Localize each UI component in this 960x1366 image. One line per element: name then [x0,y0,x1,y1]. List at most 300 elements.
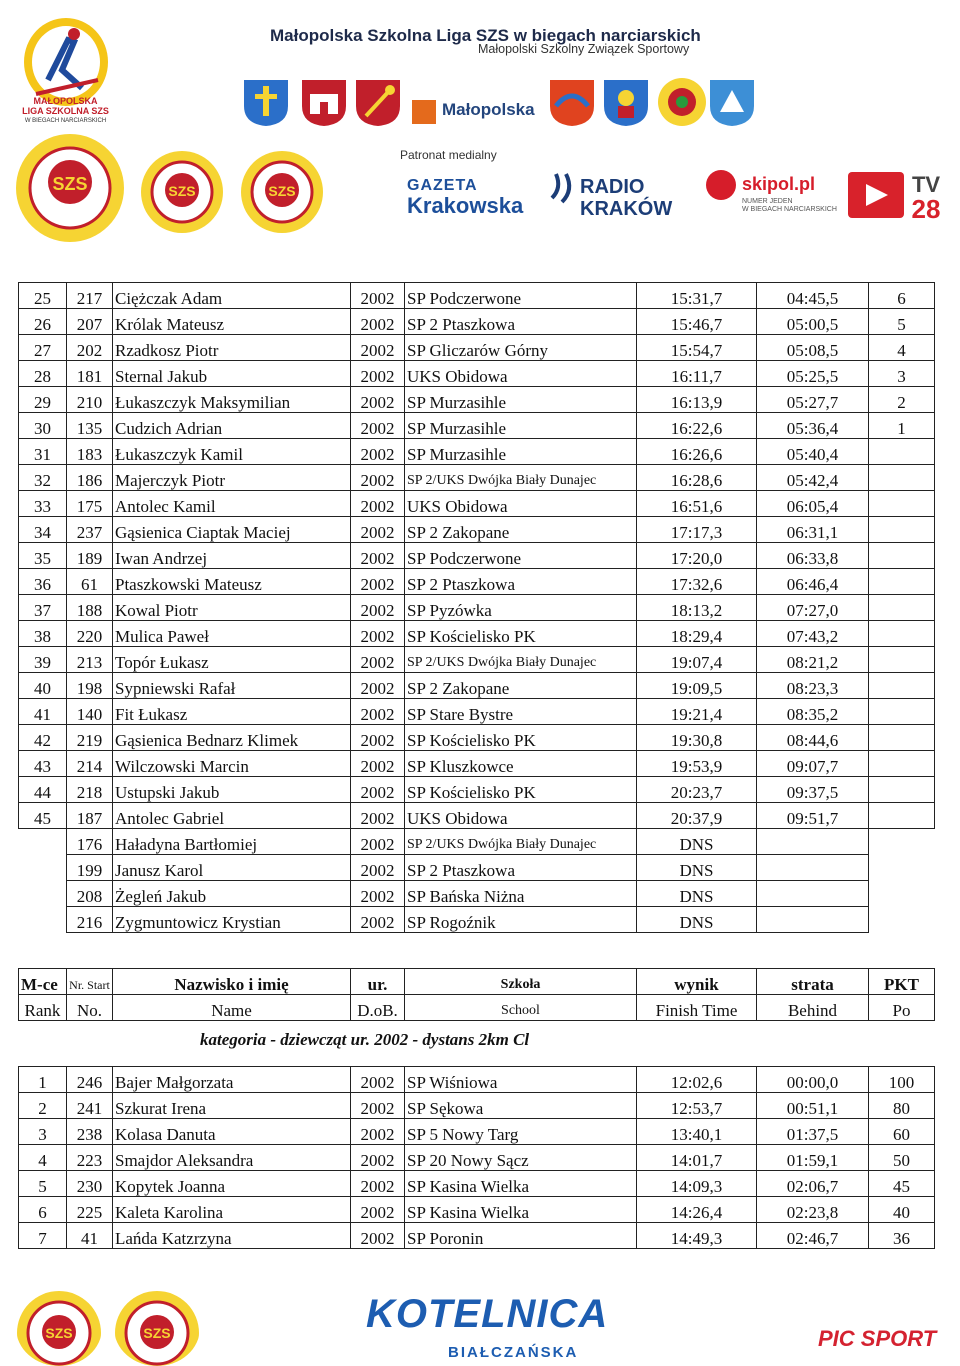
start-number-cell: 188 [67,595,113,621]
league-title: Małopolska Szkolna Liga SZS w biegach narciarskich [270,26,701,45]
behind-cell: 08:23,3 [757,673,869,699]
behind-cell: 09:51,7 [757,803,869,829]
start-number-cell: 223 [67,1145,113,1171]
athlete-name-cell: Królak Mateusz [113,309,351,335]
place-cell: 5 [19,1171,67,1197]
school-cell: SP Stare Bystre [405,699,637,725]
points-cell [869,647,935,673]
birth-year-cell: 2002 [351,1223,405,1249]
malopolska-logo: Małopolska [442,100,535,119]
header-yob-pl: ur. [351,969,405,995]
athlete-name-cell: Ptaszkowski Mateusz [113,569,351,595]
place-cell: 35 [19,543,67,569]
start-number-cell: 199 [67,855,113,881]
crest-5-icon [600,76,652,128]
behind-cell: 08:35,2 [757,699,869,725]
place-cell: 7 [19,1223,67,1249]
place-cell: 43 [19,751,67,777]
start-number-cell: 176 [67,829,113,855]
finish-time-cell: 19:53,9 [637,751,757,777]
finish-time-cell: 19:07,4 [637,647,757,673]
points-cell: 50 [869,1145,935,1171]
kotelnica-sublogo: BIAŁCZAŃSKA [448,1344,579,1361]
boys-result-row [19,621,935,647]
finish-status-cell: DNS [637,855,757,881]
girls-result-row [19,1197,935,1223]
behind-cell: 09:07,7 [757,751,869,777]
crest-4-icon [546,76,598,128]
boys-result-row [19,543,935,569]
finish-time-cell: 17:32,6 [637,569,757,595]
school-cell: SP Murzasihle [405,413,637,439]
athlete-name-cell: Mulica Paweł [113,621,351,647]
finish-time-cell: 14:49,3 [637,1223,757,1249]
girls-results-body [19,1067,935,1249]
behind-cell: 02:23,8 [757,1197,869,1223]
start-number-cell: 217 [67,283,113,309]
boys-dns-row [19,881,935,907]
header-pkt-pl: PKT [869,969,935,995]
gazeta-krakowska-logo: GAZETA Krakowska [407,177,524,218]
birth-year-cell: 2002 [351,1171,405,1197]
birth-year-cell: 2002 [351,309,405,335]
athlete-name-cell: Ciężczak Adam [113,283,351,309]
behind-cell: 08:44,6 [757,725,869,751]
points-cell: 3 [869,361,935,387]
girls-result-row [19,1067,935,1093]
crest-6-icon [656,76,708,128]
boys-dns-row [19,907,935,933]
school-cell: SP Murzasihle [405,439,637,465]
birth-year-cell: 2002 [351,777,405,803]
boys-result-row [19,595,935,621]
school-cell: SP Rogoźnik [405,907,637,933]
behind-cell: 08:21,2 [757,647,869,673]
boys-results-body [19,283,935,933]
header-nr-en: No. [67,995,113,1021]
school-cell: UKS Obidowa [405,803,637,829]
girls-category-title: kategoria - dziewcząt ur. 2002 - dystans 2km Cl [200,1030,530,1049]
finish-time-cell: 16:28,6 [637,465,757,491]
athlete-name-cell: Topór Łukasz [113,647,351,673]
place-cell: 2 [19,1093,67,1119]
behind-cell: 01:37,5 [757,1119,869,1145]
athlete-name-cell: Łukaszczyk Kamil [113,439,351,465]
boys-results-table [18,282,935,933]
athlete-name-cell: Żegleń Jakub [113,881,351,907]
place-cell: 36 [19,569,67,595]
athlete-name-cell: Haładyna Bartłomiej [113,829,351,855]
svg-text:SZS: SZS [168,183,196,199]
school-cell: SP Kościelisko PK [405,621,637,647]
radio-krakow-logo: RADIO KRAKÓW [580,176,673,220]
start-number-cell: 183 [67,439,113,465]
empty-points-cell [869,829,935,855]
school-cell: UKS Obidowa [405,361,637,387]
place-cell: 44 [19,777,67,803]
birth-year-cell: 2002 [351,439,405,465]
start-number-cell: 220 [67,621,113,647]
szs-nowy-targ-seal-icon [140,150,224,234]
finish-time-cell: 17:17,3 [637,517,757,543]
birth-year-cell: 2002 [351,621,405,647]
svg-text:SZS: SZS [45,1325,73,1341]
empty-place-cell [19,855,67,881]
empty-points-cell [869,907,935,933]
place-cell: 42 [19,725,67,751]
points-cell: 2 [869,387,935,413]
birth-year-cell: 2002 [351,881,405,907]
start-number-cell: 218 [67,777,113,803]
boys-result-row [19,439,935,465]
birth-year-cell: 2002 [351,491,405,517]
athlete-name-cell: Kowal Piotr [113,595,351,621]
finish-time-cell: 18:29,4 [637,621,757,647]
svg-text:TV: TV [911,172,941,197]
birth-year-cell: 2002 [351,543,405,569]
behind-cell: 06:05,4 [757,491,869,517]
behind-cell: 02:46,7 [757,1223,869,1249]
radio-wave-icon [548,168,578,208]
place-cell: 40 [19,673,67,699]
athlete-name-cell: Iwan Andrzej [113,543,351,569]
empty-place-cell [19,881,67,907]
athlete-name-cell: Smajdor Aleksandra [113,1145,351,1171]
boys-result-row [19,283,935,309]
place-cell: 4 [19,1145,67,1171]
empty-behind-cell [757,829,869,855]
place-cell: 32 [19,465,67,491]
birth-year-cell: 2002 [351,387,405,413]
start-number-cell: 207 [67,309,113,335]
behind-cell: 05:00,5 [757,309,869,335]
finish-status-cell: DNS [637,907,757,933]
birth-year-cell: 2002 [351,829,405,855]
athlete-name-cell: Cudzich Adrian [113,413,351,439]
crest-2-icon [298,76,350,128]
birth-year-cell: 2002 [351,335,405,361]
finish-time-cell: 16:26,6 [637,439,757,465]
behind-cell: 06:46,4 [757,569,869,595]
finish-time-cell: 16:22,6 [637,413,757,439]
start-number-cell: 41 [67,1223,113,1249]
points-cell [869,517,935,543]
birth-year-cell: 2002 [351,361,405,387]
boys-result-row [19,803,935,829]
start-number-cell: 135 [67,413,113,439]
school-cell: SP Podczerwone [405,543,637,569]
place-cell: 28 [19,361,67,387]
athlete-name-cell: Sternal Jakub [113,361,351,387]
place-cell: 41 [19,699,67,725]
place-cell: 31 [19,439,67,465]
start-number-cell: 225 [67,1197,113,1223]
page-header: MAŁOPOLSKA LIGA SZKOLNA SZS W BIEGACH NARCIARSKICH SZS SZS SZS Małopolska Szkolna Liga SZS w biegach narciarskich Małopolski Szkolny Związek Sportowy Małopolska Patronat medialny GAZETA Krakowska RADIO KRAKÓW skipol.pl NUMER JEDEN W BIEGACH NARCIARSKICH TV 28 [0,0,960,240]
birth-year-cell: 2002 [351,699,405,725]
finish-time-cell: 19:30,8 [637,725,757,751]
crest-1-icon [240,76,292,128]
header-time-pl: wynik [637,969,757,995]
start-number-cell: 208 [67,881,113,907]
points-cell [869,699,935,725]
school-cell: SP Kasina Wielka [405,1171,637,1197]
finish-time-cell: 14:26,4 [637,1197,757,1223]
birth-year-cell: 2002 [351,647,405,673]
athlete-name-cell: Łukaszczyk Maksymilian [113,387,351,413]
school-cell: SP Pyzówka [405,595,637,621]
place-cell: 39 [19,647,67,673]
finish-time-cell: 16:51,6 [637,491,757,517]
points-cell [869,465,935,491]
szs-nowy-targ-footer-seal-icon [16,1290,102,1366]
points-cell: 5 [869,309,935,335]
birth-year-cell: 2002 [351,1067,405,1093]
finish-time-cell: 14:09,3 [637,1171,757,1197]
birth-year-cell: 2002 [351,725,405,751]
boys-result-row [19,751,935,777]
start-number-cell: 216 [67,907,113,933]
athlete-name-cell: Antolec Gabriel [113,803,351,829]
finish-time-cell: 12:02,6 [637,1067,757,1093]
athlete-name-cell: Wilczowski Marcin [113,751,351,777]
header-behind-en: Behind [757,995,869,1021]
athlete-name-cell: Kaleta Karolina [113,1197,351,1223]
athlete-name-cell: Majerczyk Piotr [113,465,351,491]
finish-time-cell: 14:01,7 [637,1145,757,1171]
kotelnica-logo: KOTELNICA [366,1292,609,1336]
birth-year-cell: 2002 [351,595,405,621]
boys-result-row [19,725,935,751]
athlete-name-cell: Janusz Karol [113,855,351,881]
empty-place-cell [19,907,67,933]
finish-time-cell: 20:23,7 [637,777,757,803]
points-cell: 40 [869,1197,935,1223]
boys-dns-row [19,829,935,855]
finish-status-cell: DNS [637,881,757,907]
school-cell: SP 5 Nowy Targ [405,1119,637,1145]
athlete-name-cell: Fit Łukasz [113,699,351,725]
tv28-logo-icon [848,168,948,220]
place-cell: 25 [19,283,67,309]
header-name-pl: Nazwisko i imię [113,969,351,995]
header-yob-en: D.oB. [351,995,405,1021]
szs-krakow-seal-icon [14,132,126,244]
athlete-name-cell: Bajer Małgorzata [113,1067,351,1093]
points-cell [869,777,935,803]
behind-cell: 01:59,1 [757,1145,869,1171]
place-cell: 3 [19,1119,67,1145]
school-cell: SP Sękowa [405,1093,637,1119]
points-cell [869,543,935,569]
behind-cell: 07:43,2 [757,621,869,647]
girls-results-table [18,1066,935,1249]
boys-result-row [19,309,935,335]
school-cell: SP 2 Zakopane [405,673,637,699]
media-patronage-label: Patronat medialny [400,148,497,162]
empty-place-cell [19,829,67,855]
place-cell: 6 [19,1197,67,1223]
start-number-cell: 214 [67,751,113,777]
header-pkt-en: Po [869,995,935,1021]
finish-time-cell: 15:31,7 [637,283,757,309]
finish-time-cell: 16:11,7 [637,361,757,387]
place-cell: 45 [19,803,67,829]
finish-time-cell: 19:21,4 [637,699,757,725]
behind-cell: 07:27,0 [757,595,869,621]
finish-time-cell: 15:46,7 [637,309,757,335]
start-number-cell: 140 [67,699,113,725]
points-cell [869,595,935,621]
start-number-cell: 230 [67,1171,113,1197]
boys-result-row [19,699,935,725]
malopolska-mark-icon [412,100,436,124]
start-number-cell: 186 [67,465,113,491]
place-cell: 27 [19,335,67,361]
school-cell: SP Gliczarów Górny [405,335,637,361]
birth-year-cell: 2002 [351,465,405,491]
crest-7-icon [706,76,758,128]
crest-3-icon [352,76,404,128]
header-place-pl: M-ce [19,969,67,995]
school-cell: SP 2/UKS Dwójka Biały Dunajec [405,647,637,673]
birth-year-cell: 2002 [351,413,405,439]
girls-result-row [19,1119,935,1145]
school-cell: SP Podczerwone [405,283,637,309]
athlete-name-cell: Szkurat Irena [113,1093,351,1119]
empty-behind-cell [757,907,869,933]
points-cell [869,751,935,777]
skipol-circle-icon [706,170,736,200]
header-school-pl: Szkoła [405,969,637,995]
behind-cell: 04:45,5 [757,283,869,309]
finish-time-cell: 16:13,9 [637,387,757,413]
empty-behind-cell [757,855,869,881]
szs-limanowa-footer-seal-icon [114,1290,200,1366]
column-header-table [18,968,935,1021]
column-header-row-en [19,995,935,1021]
birth-year-cell: 2002 [351,907,405,933]
place-cell: 30 [19,413,67,439]
points-cell [869,803,935,829]
start-number-cell: 210 [67,387,113,413]
birth-year-cell: 2002 [351,1093,405,1119]
start-number-cell: 219 [67,725,113,751]
place-cell: 34 [19,517,67,543]
finish-time-cell: 18:13,2 [637,595,757,621]
start-number-cell: 61 [67,569,113,595]
points-cell: 100 [869,1067,935,1093]
athlete-name-cell: Gąsienica Ciaptak Maciej [113,517,351,543]
school-cell: SP Kasina Wielka [405,1197,637,1223]
athlete-name-cell: Zygmuntowicz Krystian [113,907,351,933]
points-cell [869,621,935,647]
school-cell: SP 20 Nowy Sącz [405,1145,637,1171]
points-cell: 80 [869,1093,935,1119]
points-cell [869,439,935,465]
school-cell: SP Kościelisko PK [405,725,637,751]
birth-year-cell: 2002 [351,517,405,543]
place-cell: 29 [19,387,67,413]
start-number-cell: 246 [67,1067,113,1093]
school-cell: SP Wiśniowa [405,1067,637,1093]
behind-cell: 06:33,8 [757,543,869,569]
birth-year-cell: 2002 [351,803,405,829]
behind-cell: 05:40,4 [757,439,869,465]
boys-dns-row [19,855,935,881]
start-number-cell: 241 [67,1093,113,1119]
school-cell: SP Kościelisko PK [405,777,637,803]
szs-limanowa-seal-icon [240,150,324,234]
start-number-cell: 175 [67,491,113,517]
empty-points-cell [869,855,935,881]
school-cell: SP 2 Ptaszkowa [405,855,637,881]
points-cell [869,725,935,751]
birth-year-cell: 2002 [351,283,405,309]
place-cell: 37 [19,595,67,621]
behind-cell: 00:51,1 [757,1093,869,1119]
boys-result-row [19,361,935,387]
girls-result-row [19,1223,935,1249]
points-cell [869,491,935,517]
start-number-cell: 202 [67,335,113,361]
birth-year-cell: 2002 [351,1145,405,1171]
start-number-cell: 187 [67,803,113,829]
column-header-row-pl [19,969,935,995]
boys-result-row [19,465,935,491]
place-cell: 38 [19,621,67,647]
athlete-name-cell: Antolec Kamil [113,491,351,517]
start-number-cell: 237 [67,517,113,543]
start-number-cell: 198 [67,673,113,699]
finish-time-cell: 19:09,5 [637,673,757,699]
school-cell: SP Bańska Niżna [405,881,637,907]
header-school-en: School [405,995,637,1021]
header-name-en: Name [113,995,351,1021]
behind-cell: 06:31,1 [757,517,869,543]
behind-cell: 00:00,0 [757,1067,869,1093]
behind-cell: 02:06,7 [757,1171,869,1197]
empty-behind-cell [757,881,869,907]
finish-time-cell: 20:37,9 [637,803,757,829]
boys-result-row [19,413,935,439]
points-cell: 60 [869,1119,935,1145]
points-cell: 1 [869,413,935,439]
athlete-name-cell: Rzadkosz Piotr [113,335,351,361]
finish-status-cell: DNS [637,829,757,855]
svg-text:SZS: SZS [52,174,88,194]
boys-result-row [19,335,935,361]
points-cell: 6 [869,283,935,309]
birth-year-cell: 2002 [351,569,405,595]
girls-result-row [19,1171,935,1197]
points-cell [869,673,935,699]
birth-year-cell: 2002 [351,751,405,777]
boys-result-row [19,569,935,595]
boys-result-row [19,387,935,413]
athlete-name-cell: Sypniewski Rafał [113,673,351,699]
place-cell: 26 [19,309,67,335]
boys-result-row [19,673,935,699]
school-cell: SP Kluszkowce [405,751,637,777]
girls-result-row [19,1093,935,1119]
start-number-cell: 213 [67,647,113,673]
finish-time-cell: 15:54,7 [637,335,757,361]
svg-text:28: 28 [911,194,941,220]
svg-text:SZS: SZS [143,1325,171,1341]
points-cell [869,569,935,595]
league-subtitle: Małopolski Szkolny Związek Sportowy [478,42,690,56]
behind-cell: 05:42,4 [757,465,869,491]
